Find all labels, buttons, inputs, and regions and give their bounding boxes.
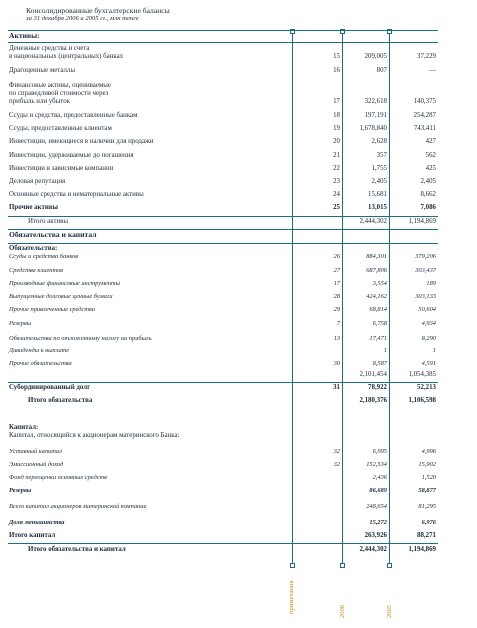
row-note: 22 <box>333 165 340 172</box>
row-value-2005: 1,106,598 <box>408 397 436 404</box>
subordinated-rule <box>8 382 438 383</box>
row-note: 24 <box>333 191 340 198</box>
row-value-2006: 17,471 <box>369 335 387 342</box>
row-label: Фонд переоценки основных средств <box>9 474 107 481</box>
assets-rule <box>8 42 438 43</box>
row-label: Ссуды и средства банков <box>9 253 79 260</box>
capital-heading-text: Капитал: <box>9 424 39 431</box>
row-note: 26 <box>333 253 340 260</box>
row-value-2005: 1,194,869 <box>408 546 436 553</box>
row-value-2005: 1,194,869 <box>408 218 436 225</box>
row-label: Денежные средства и счета <box>9 45 90 52</box>
row-label: Деловая репутация <box>9 178 66 185</box>
row-label: Прочие обязательства <box>9 360 72 367</box>
assets-total-rule <box>8 216 438 217</box>
row-label: Резервы <box>9 320 32 327</box>
row-value-2005: 140,375 <box>413 98 436 105</box>
row-value-2006: 15,681 <box>368 191 387 198</box>
row-label: Доля меньшинства <box>9 519 65 526</box>
row-value-2005: 1,054,385 <box>408 371 436 378</box>
row-label: Итого обязательства <box>28 397 93 404</box>
row-value-2005: 81,295 <box>418 503 436 510</box>
row-label: Прочие привлеченные средства <box>9 306 95 313</box>
row-value-2005: 58,877 <box>418 487 436 494</box>
row-value-2006: 248,654 <box>366 503 387 510</box>
row-label: по справедливой стоимости через <box>9 90 109 97</box>
row-value-2006: 68,814 <box>369 306 387 313</box>
row-value-2005: 303,133 <box>415 293 436 300</box>
row-label: Резервы <box>9 487 32 494</box>
column-marker <box>340 563 345 568</box>
row-note: 15 <box>333 53 340 60</box>
row-label: Итого активы <box>28 218 69 225</box>
row-value-2006: 1,755 <box>371 165 387 172</box>
row-value-2006: 2,405 <box>371 178 387 185</box>
top-rule <box>8 30 438 31</box>
year-2006-label: 2006 <box>339 604 346 618</box>
row-value-2005: 37,229 <box>417 53 436 60</box>
row-value-2006: 6,758 <box>372 320 387 327</box>
statement-subtitle: за 31 декабря 2006 и 2005 гг., млн тенге <box>26 15 139 22</box>
year-2005-label: 2005 <box>386 604 393 618</box>
row-note: 17 <box>333 280 340 287</box>
row-label: Субординированный долг <box>9 384 91 391</box>
row-value-2005: 743,411 <box>413 125 436 132</box>
row-label: Прочие активы <box>9 204 58 211</box>
row-label: Итого капитал <box>9 532 56 539</box>
row-value-2006: 86,689 <box>369 487 387 494</box>
row-value-2006: 263,926 <box>364 532 387 539</box>
row-value-2006: 1,678,840 <box>359 125 387 132</box>
row-note: 18 <box>333 112 340 119</box>
row-value-2006: 2,628 <box>371 138 387 145</box>
row-label: Производные финансовые инструменты <box>9 280 120 287</box>
row-value-2005: 6,976 <box>421 519 436 526</box>
row-value-2005: 15,902 <box>418 461 436 468</box>
row-value-2006: 322,618 <box>364 98 387 105</box>
row-label: Основные средства и нематериальные активы <box>9 191 144 198</box>
row-value-2005: 562 <box>425 152 436 159</box>
assets-heading-text: Активы: <box>9 31 40 40</box>
liabilities-sub-rule <box>8 243 438 244</box>
row-value-2005: 4,591 <box>421 360 436 367</box>
row-label: Уставный капитал <box>9 448 62 455</box>
row-value-2005: — <box>429 67 436 74</box>
row-label: Ссуды, предоставленные клиентам <box>9 125 112 132</box>
row-value-2005: 1 <box>432 347 436 354</box>
row-value-2006: 197,191 <box>364 112 387 119</box>
row-value-2005: 7,086 <box>420 204 436 211</box>
row-label: Драгоценные металлы <box>9 67 75 74</box>
row-note: 20 <box>333 138 340 145</box>
row-label: Инвестиции, имеющиеся в наличии для продажи <box>9 138 154 145</box>
row-value-2005: 1,520 <box>421 474 436 481</box>
row-value-2006: 152,534 <box>366 461 387 468</box>
row-value-2005: 88,271 <box>417 532 436 539</box>
row-value-2006: 15,272 <box>369 519 387 526</box>
row-value-2006: 8,587 <box>372 360 387 367</box>
row-value-2005: 425 <box>425 165 436 172</box>
column-marker <box>387 563 392 568</box>
row-value-2006: 6,995 <box>372 448 387 455</box>
row-value-2005: 50,604 <box>418 306 436 313</box>
row-value-2006: 1 <box>383 347 387 354</box>
row-note: 27 <box>333 267 340 274</box>
row-note: 23 <box>333 178 340 185</box>
row-label: Эмиссионный доход <box>9 461 64 468</box>
row-label: прибыль или убыток <box>9 98 70 105</box>
row-note: 32 <box>333 461 340 468</box>
row-value-2005: 8,290 <box>421 335 436 342</box>
row-note: 28 <box>333 293 340 300</box>
row-value-2005: 8,662 <box>420 191 436 198</box>
row-value-2006: 78,922 <box>368 384 387 391</box>
row-label: Всего капитал акционеров материнской компании <box>9 503 147 510</box>
row-note: 30 <box>333 360 340 367</box>
row-note: 19 <box>333 125 340 132</box>
row-label: Финансовые активы, оцениваемые <box>9 82 111 89</box>
row-value-2006: 2,444,302 <box>359 218 387 225</box>
row-note: 32 <box>333 448 340 455</box>
row-value-2006: 884,301 <box>366 253 387 260</box>
row-note: 29 <box>333 306 340 313</box>
row-value-2006: 209,005 <box>364 53 387 60</box>
row-note: 31 <box>333 384 340 391</box>
row-value-2005: 2,405 <box>420 178 436 185</box>
row-value-2006: 2,436 <box>372 474 387 481</box>
row-value-2006: 807 <box>376 67 387 74</box>
row-note: 7 <box>336 320 340 327</box>
statement-title: Консолидированные бухгалтерские балансы <box>26 6 170 15</box>
row-value-2006: 2,101,454 <box>359 371 387 378</box>
row-value-2006: 13,015 <box>368 204 387 211</box>
row-value-2005: 303,437 <box>415 267 436 274</box>
row-label: Средства клиентов <box>9 267 64 274</box>
row-value-2005: 254,287 <box>413 112 436 119</box>
row-label: Выпущенные долговые ценные бумаги <box>9 293 113 300</box>
row-note: 25 <box>333 204 340 211</box>
row-label: Ссуды и средства, предоставленные банкам <box>9 112 138 119</box>
row-note: 13 <box>333 335 340 342</box>
row-label: в национальных (центральных) банках <box>9 53 124 60</box>
row-value-2006: 2,180,376 <box>359 397 387 404</box>
row-value-2006: 687,806 <box>366 267 387 274</box>
column-marker <box>290 563 295 568</box>
liabilities-subheading-text: Обязательства: <box>9 245 58 252</box>
row-label: Инвестиции, удерживаемые до погашения <box>9 152 134 159</box>
row-value-2006: 357 <box>376 152 387 159</box>
grand-total-rule <box>8 543 438 544</box>
row-value-2006: 2,444,302 <box>359 546 387 553</box>
notes-column-label: примечания <box>288 580 295 614</box>
statement-header <box>26 7 170 23</box>
row-label: Итого обязательства и капитал <box>28 546 126 553</box>
row-note: 21 <box>333 152 340 159</box>
row-label: Инвестиции в зависимые компании <box>9 165 114 172</box>
row-note: 17 <box>333 98 340 105</box>
row-value-2005: 189 <box>426 280 436 287</box>
row-value-2005: 52,213 <box>417 384 436 391</box>
row-value-2005: 4,996 <box>421 448 436 455</box>
row-value-2006: 424,162 <box>366 293 387 300</box>
capital-subheading-text: Капитал, относящийся к акционерам материнского Банка: <box>9 432 180 439</box>
row-value-2006: 3,554 <box>372 280 387 287</box>
row-label: Дивиденды к выплате <box>9 347 70 354</box>
row-value-2005: 427 <box>425 138 436 145</box>
row-value-2005: 4,934 <box>421 320 436 327</box>
row-label: Обязательства по отложенному налогу на прибыль <box>9 335 152 342</box>
row-value-2005: 379,206 <box>415 253 436 260</box>
liabilities-heading-text: Обязательства и капитал <box>9 230 97 239</box>
row-note: 16 <box>333 67 340 74</box>
